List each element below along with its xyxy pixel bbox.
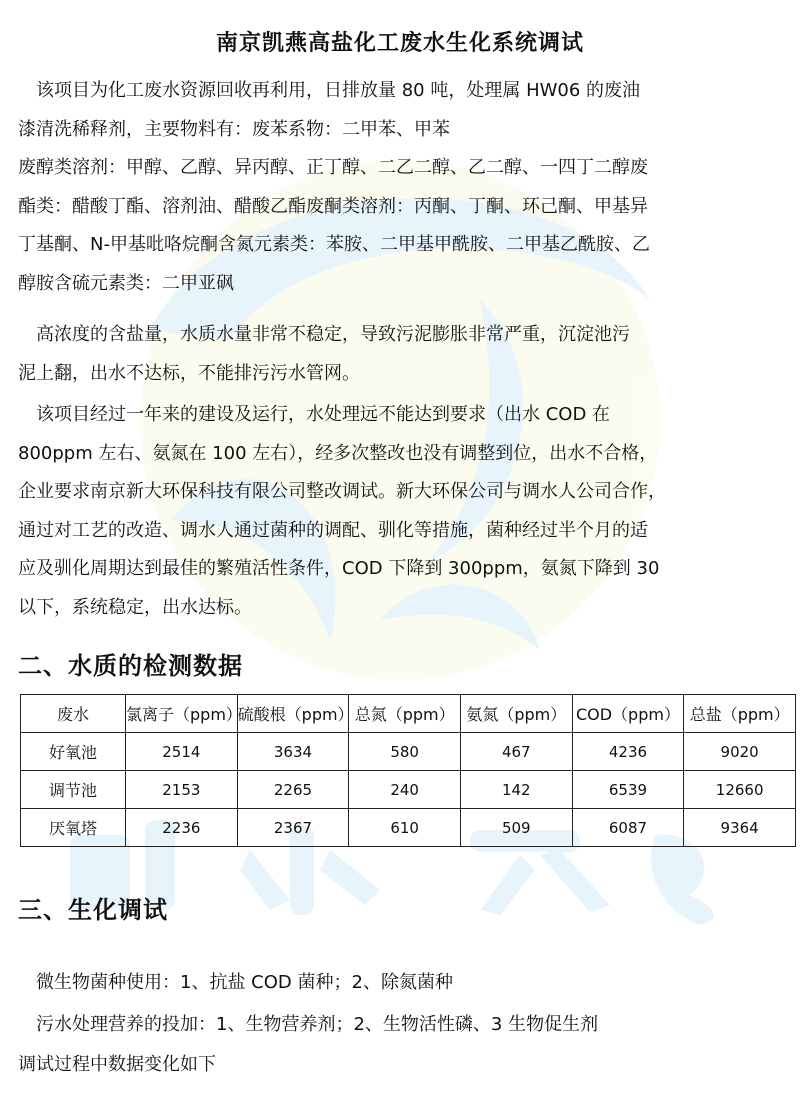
table-cell: 2265 xyxy=(237,771,349,809)
table-cell: 467 xyxy=(460,733,572,771)
column-header: 废水 xyxy=(21,695,126,733)
result-line: 应及驯化周期达到最佳的繁殖活性条件，COD 下降到 300ppm，氨氮下降到 30 xyxy=(18,558,660,580)
table-cell: 610 xyxy=(349,809,461,847)
column-header: 氯离子（ppm） xyxy=(126,695,238,733)
result-line: 800ppm 左右、氨氮在 100 左右），经多次整改也没有调整到位，出水不合格， xyxy=(18,442,658,464)
row-label: 调节池 xyxy=(21,771,126,809)
table-cell: 2367 xyxy=(237,809,349,847)
intro-line: 醇胺含硫元素类：二甲亚砜 xyxy=(18,272,234,294)
intro-line: 废醇类溶剂：甲醇、乙醇、异丙醇、正丁醇、二乙二醇、乙二醇、一四丁二醇废 xyxy=(18,157,648,179)
table-cell: 6087 xyxy=(572,809,684,847)
intro-line: 该项目为化工废水资源回收再利用，日排放量 80 吨，处理属 HW06 的废油 xyxy=(18,80,641,101)
column-header: 氨氮（ppm） xyxy=(460,695,572,733)
column-header: 硫酸根（ppm） xyxy=(237,695,349,733)
table-cell: 142 xyxy=(460,771,572,809)
table-header-row xyxy=(21,695,796,733)
result-line: 该项目经过一年来的建设及运行，水处理远不能达到要求（出水 COD 在 xyxy=(18,404,611,425)
process-data-line: 调试过程中数据变化如下 xyxy=(18,1054,216,1075)
problem-line: 泥上翻，出水不达标，不能排污污水管网。 xyxy=(18,362,360,384)
table-row xyxy=(21,733,796,771)
result-line: 通过对工艺的改造、调水人通过菌种的调配、驯化等措施，菌种经过半个月的适 xyxy=(18,519,648,541)
row-label: 厌氧塔 xyxy=(21,809,126,847)
intro-line: 酯类：醋酸丁酯、溶剂油、醋酸乙酯废酮类溶剂：丙酮、丁酮、环己酮、甲基异 xyxy=(18,195,648,217)
intro-line: 丁基酮、N-甲基吡咯烷酮含氮元素类：苯胺、二甲基甲酰胺、二甲基乙酰胺、乙 xyxy=(18,234,650,256)
table-cell: 12660 xyxy=(684,771,796,809)
result-line: 企业要求南京新大环保科技有限公司整改调试。新大环保公司与调水人公司合作， xyxy=(18,481,666,503)
table-cell: 580 xyxy=(349,733,461,771)
table-cell: 2236 xyxy=(126,809,238,847)
result-paragraph xyxy=(18,396,788,628)
column-header: COD（ppm） xyxy=(572,695,684,733)
table-cell: 6539 xyxy=(572,771,684,809)
column-header: 总盐（ppm） xyxy=(684,695,796,733)
table-row xyxy=(21,771,796,809)
result-line: 以下，系统稳定，出水达标。 xyxy=(18,596,252,618)
table-cell: 4236 xyxy=(572,733,684,771)
column-header: 总氮（ppm） xyxy=(349,695,461,733)
water-quality-table xyxy=(20,694,796,847)
nutrient-dosing-line: 污水处理营养的投加：1、生物营养剂；2、生物活性磷、3 生物促生剂 xyxy=(36,1014,599,1035)
table-cell: 240 xyxy=(349,771,461,809)
table-cell: 2514 xyxy=(126,733,238,771)
table-cell: 509 xyxy=(460,809,572,847)
table-cell: 2153 xyxy=(126,771,238,809)
intro-paragraph xyxy=(18,72,788,304)
table-cell: 9364 xyxy=(684,809,796,847)
problem-paragraph xyxy=(18,316,788,393)
table-row xyxy=(21,809,796,847)
section-2-heading: 二、水质的检测数据 xyxy=(18,652,243,680)
table-cell: 3634 xyxy=(237,733,349,771)
table-cell: 9020 xyxy=(684,733,796,771)
microbe-usage-line: 微生物菌种使用：1、抗盐 COD 菌种；2、除氮菌种 xyxy=(36,972,453,993)
intro-line: 漆清洗稀释剂，主要物料有：废苯系物：二甲苯、甲苯 xyxy=(18,118,450,140)
problem-line: 高浓度的含盐量，水质水量非常不稳定，导致污泥膨胀非常严重，沉淀池污 xyxy=(18,324,630,345)
row-label: 好氧池 xyxy=(21,733,126,771)
section-3-heading: 三、生化调试 xyxy=(18,896,168,924)
page-title: 南京凯燕高盐化工废水生化系统调试 xyxy=(215,31,584,56)
